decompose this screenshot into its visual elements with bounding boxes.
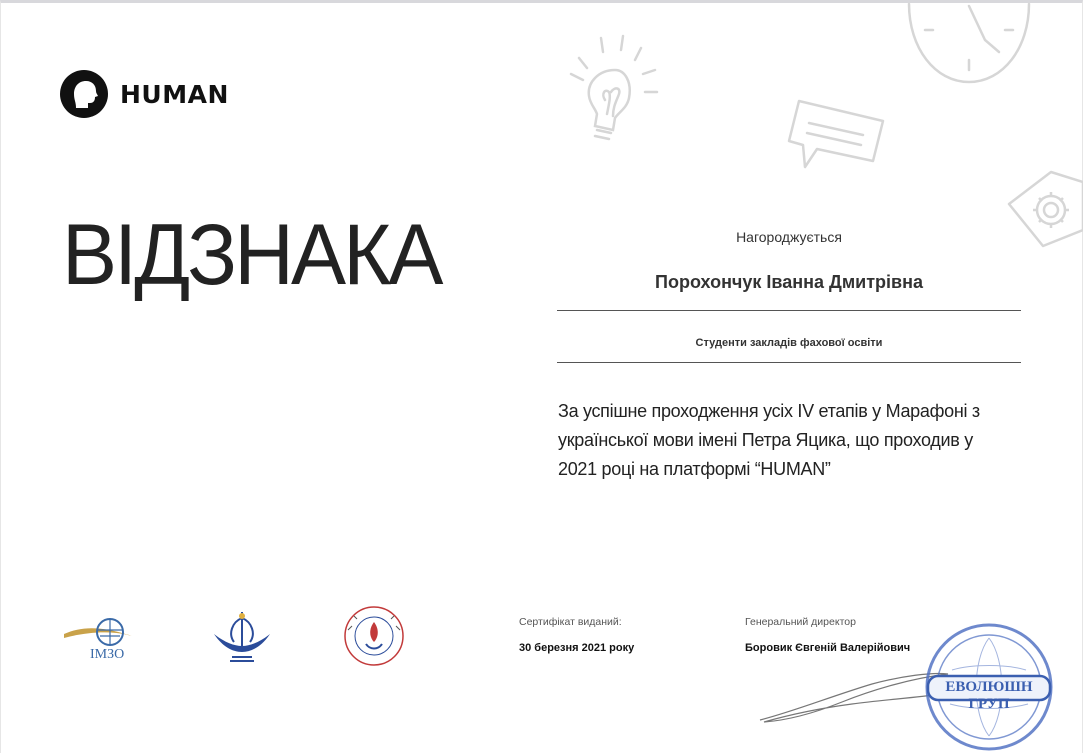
partner-logo-2	[210, 608, 274, 671]
recipient-name: Порохончук Іванна Дмитрівна	[655, 272, 923, 292]
lightbulb-icon	[555, 30, 675, 145]
partner-emblem-icon	[210, 608, 274, 666]
awarded-label: Нагороджується	[736, 229, 842, 245]
stamp-text: ЕВОЛЮШН ГРУП	[945, 679, 1033, 712]
partner-imzo-name: ІМЗО	[90, 647, 125, 660]
human-head-icon	[60, 70, 108, 118]
director-label: Генеральний директор	[745, 616, 856, 628]
chat-icon	[783, 95, 888, 175]
human-logo	[60, 70, 229, 118]
category-label: Студенти закладів фахової освіти	[695, 337, 883, 349]
partner-logo-3	[340, 604, 408, 675]
director-name: Боровик Євгеній Валерійович	[745, 642, 911, 654]
brand-name: HUMAN	[120, 79, 229, 109]
award-description: За успішне проходження усіх IV етапів у Марафоні з української мови імені Петра Яцика, що проходив у 2021 році на платформі “HUMAN”	[558, 401, 980, 479]
partner-logo-imzo	[62, 614, 134, 665]
certificate-title: ВІДЗНАКА	[62, 207, 441, 303]
company-stamp	[922, 620, 1056, 753]
issued-date: 30 березня 2021 року	[519, 642, 635, 654]
recipient-underline	[557, 310, 1021, 311]
issued-label: Сертифікат виданий:	[519, 616, 622, 628]
category-underline	[557, 362, 1021, 363]
clock-icon	[905, 0, 1033, 86]
imzo-emblem-icon	[62, 614, 134, 660]
contest-emblem-icon	[340, 604, 408, 670]
